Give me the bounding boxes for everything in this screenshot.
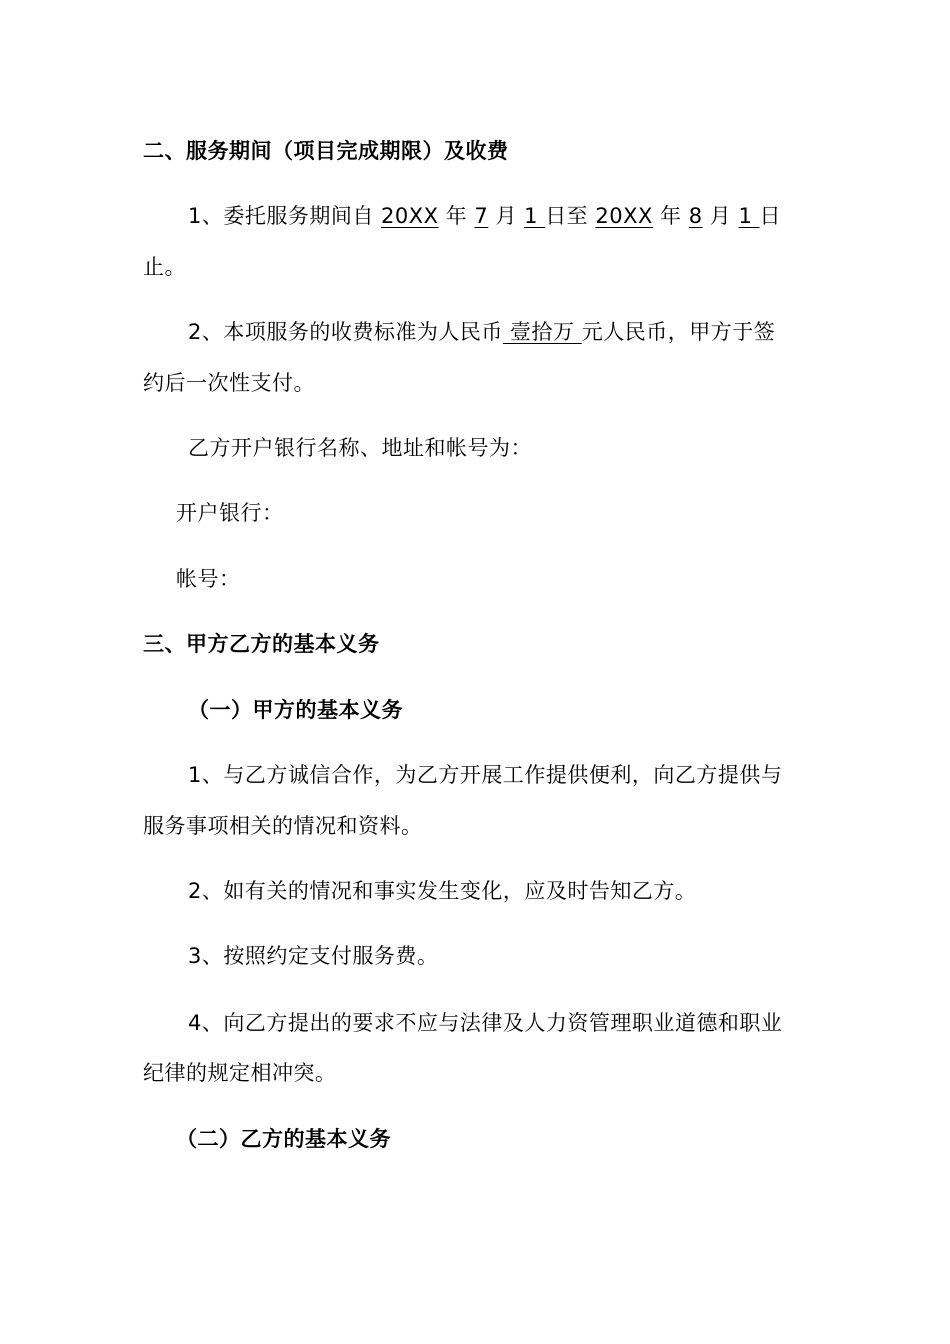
fee-standard-suffix: 元人民币，甲方于签 <box>581 320 776 344</box>
year-label-2: 年 <box>652 204 689 228</box>
party-a-item-1-continuation: 服务事项相关的情况和资料。 <box>143 814 423 838</box>
party-a-item-1: 1、与乙方诚信合作，为乙方开展工作提供便利，向乙方提供与 <box>188 763 783 787</box>
service-period-line <box>188 201 781 231</box>
party-a-item-4-continuation: 纪律的规定相冲突。 <box>143 1061 337 1085</box>
fee-standard-line <box>188 317 775 347</box>
start-year-blank: 20XX <box>381 204 439 228</box>
day-label-2: 日 <box>759 204 782 228</box>
section-3-heading: 三、甲方乙方的基本义务 <box>143 632 380 656</box>
day-to-label: 日至 <box>545 204 596 228</box>
month-label-1: 月 <box>488 204 525 228</box>
fee-standard-prefix: 2、本项服务的收费标准为人民币 <box>188 320 503 344</box>
party-a-item-4: 4、向乙方提出的要求不应与法律及人力资管理职业道德和职业 <box>188 1011 783 1035</box>
start-month-blank: 7 <box>474 204 489 228</box>
service-period-prefix: 1、委托服务期间自 <box>188 204 382 228</box>
account-number-label: 帐号： <box>176 567 241 591</box>
party-a-item-3: 3、按照约定支付服务费。 <box>188 944 439 968</box>
bank-name-label: 开户银行： <box>176 501 284 525</box>
start-day-blank: 1 <box>524 204 546 228</box>
end-month-blank: 8 <box>688 204 703 228</box>
service-period-continuation: 止。 <box>143 255 186 279</box>
section-2-heading: 二、服务期间（项目完成期限）及收费 <box>143 139 509 163</box>
party-b-obligations-heading: （二）乙方的基本义务 <box>176 1127 391 1151</box>
party-a-item-2: 2、如有关的情况和事实发生变化，应及时告知乙方。 <box>188 879 697 903</box>
year-label-1: 年 <box>438 204 475 228</box>
fee-amount-blank: 壹拾万 <box>502 320 582 344</box>
fee-standard-continuation: 约后一次性支付。 <box>143 371 315 395</box>
end-day-blank: 1 <box>738 204 760 228</box>
bank-info-intro: 乙方开户银行名称、地址和帐号为： <box>188 436 532 460</box>
party-a-obligations-heading: （一）甲方的基本义务 <box>188 698 403 722</box>
end-year-blank: 20XX <box>595 204 653 228</box>
month-label-2: 月 <box>702 204 739 228</box>
